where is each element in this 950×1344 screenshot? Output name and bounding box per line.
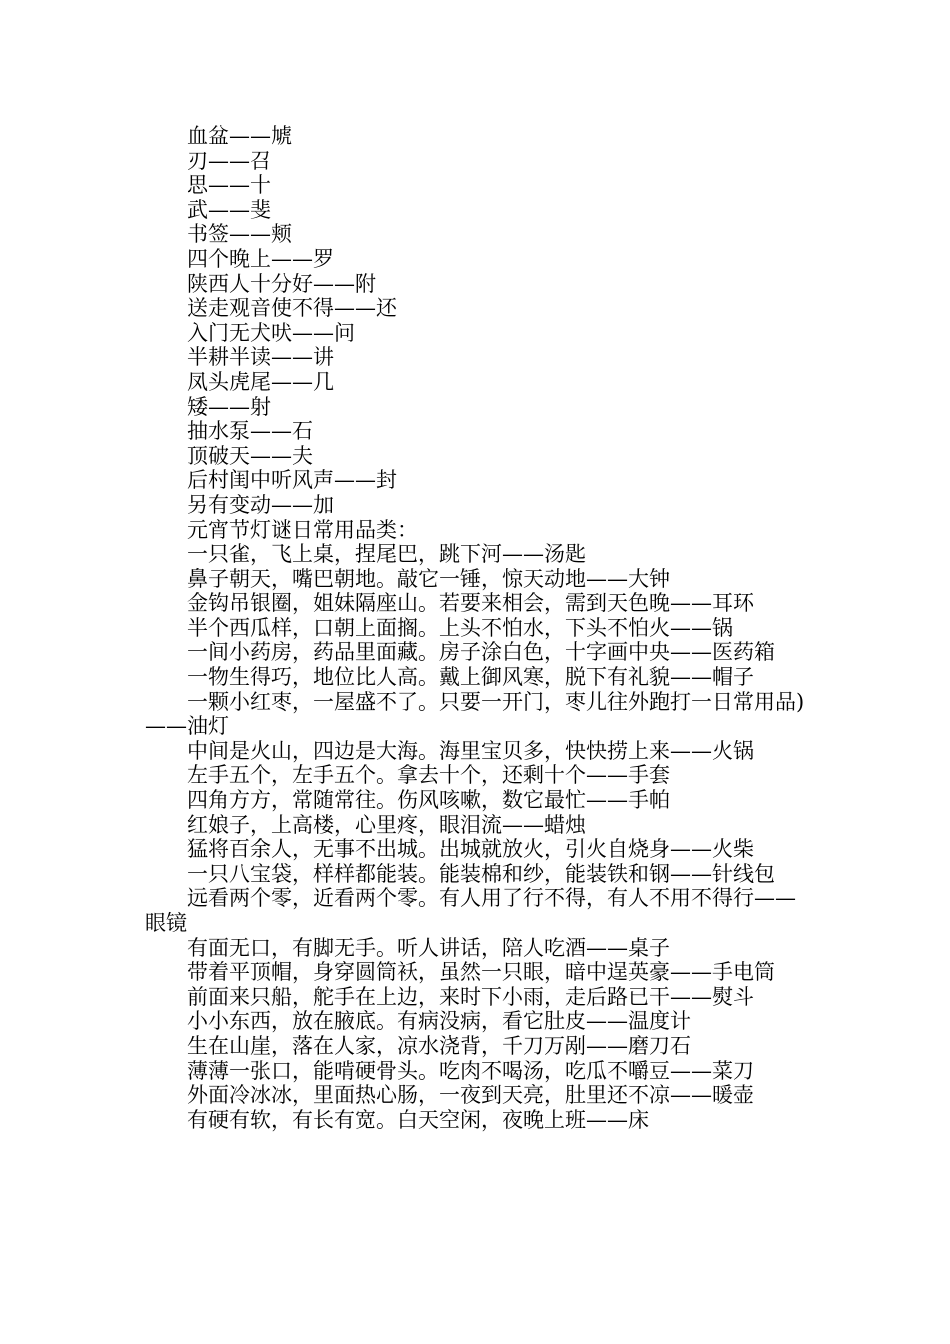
riddle-line-3: 思——十 xyxy=(187,173,271,198)
riddle-line-32: 带着平顶帽，身穿圆筒袄，虽然一只眼，暗中逞英豪——手电筒 xyxy=(187,960,775,985)
riddle-line-36: 薄薄一张口，能啃硬骨头。吃肉不喝汤，吃瓜不嚼豆——菜刀 xyxy=(187,1058,754,1083)
riddle-line-9: 入门无犬吠——问 xyxy=(187,320,355,345)
riddle-line-1: 血盆——虓 xyxy=(187,124,292,148)
riddle-line-30: 远看两个零，近看两个零。有人用了行不得，有人不用不得行——眼镜 xyxy=(145,886,796,935)
riddle-line-11: 凤头虎尾——几 xyxy=(187,369,334,394)
riddle-line-17: 一只雀，飞上桌，捏尾巴，跳下河——汤匙 xyxy=(187,542,586,567)
riddle-line-2: 刃——召 xyxy=(187,148,271,173)
riddle-line-23: 一颗小红枣，一屋盛不了。只要一开门，枣儿往外跑打一日常用品)——油灯 xyxy=(145,689,805,739)
section-heading: 元宵节灯谜日常用品类： xyxy=(187,517,418,542)
riddle-line-8: 送走观音使不得——还 xyxy=(187,296,397,321)
riddle-line-5: 书签——颊 xyxy=(187,222,292,247)
riddle-line-38: 有硬有软，有长有宽。白天空闲，夜晚上班——床 xyxy=(187,1107,649,1132)
riddle-line-27: 红娘子，上高楼，心里疼，眼泪流——蜡烛 xyxy=(187,812,586,837)
document-body xyxy=(145,124,805,1132)
riddle-line-29: 一只八宝袋，样样都能装。能装棉和纱，能装铁和钢——针线包 xyxy=(187,861,775,886)
riddle-line-13: 抽水泵——石 xyxy=(187,419,313,444)
riddle-line-4: 武——斐 xyxy=(187,197,271,222)
riddle-line-28: 猛将百余人，无事不出城。出城就放火，引火自烧身——火柴 xyxy=(187,837,754,862)
riddle-line-34: 小小东西，放在腋底。有病没病，看它肚皮——温度计 xyxy=(187,1009,691,1034)
riddle-line-25: 左手五个，左手五个。拿去十个，还剩十个——手套 xyxy=(187,763,670,788)
riddle-line-37: 外面冷冰冰，里面热心肠，一夜到天亮，肚里还不凉——暖壶 xyxy=(187,1083,754,1108)
riddle-line-26: 四角方方，常随常往。伤风咳嗽，数它最忙——手帕 xyxy=(187,788,670,813)
riddle-line-16: 另有变动——加 xyxy=(187,492,334,517)
riddle-line-14: 顶破天——夫 xyxy=(187,443,313,468)
riddle-line-7: 陕西人十分好——附 xyxy=(187,271,376,296)
riddle-line-33: 前面来只船，舵手在上边，来时下小雨，走后路已干——熨斗 xyxy=(187,984,754,1009)
riddle-line-35: 生在山崖，落在人家，凉水浇背，千刀万剐——磨刀石 xyxy=(187,1033,691,1058)
riddle-line-21: 一间小药房，药品里面藏。房子涂白色，十字画中央——医药箱 xyxy=(187,640,775,665)
riddle-line-6: 四个晚上——罗 xyxy=(187,246,334,271)
riddle-line-31: 有面无口，有脚无手。听人讲话，陪人吃酒——桌子 xyxy=(187,935,670,960)
riddle-line-18: 鼻子朝天，嘴巴朝地。敲它一锤，惊天动地——大钟 xyxy=(187,566,670,591)
riddle-line-10: 半耕半读——讲 xyxy=(187,345,334,370)
riddle-line-24: 中间是火山，四边是大海。海里宝贝多，快快捞上来——火锅 xyxy=(187,738,754,763)
riddle-line-12: 矮——射 xyxy=(187,394,271,419)
riddle-line-20: 半个西瓜样，口朝上面搁。上头不怕水，下头不怕火——锅 xyxy=(187,615,733,640)
riddle-line-15: 后村闺中听风声——封 xyxy=(187,468,397,493)
riddle-line-22: 一物生得巧，地位比人高。戴上御风寒，脱下有礼貌——帽子 xyxy=(187,665,754,690)
riddle-line-19: 金钩吊银圈，姐妹隔座山。若要来相会，需到天色晚——耳环 xyxy=(187,591,754,616)
